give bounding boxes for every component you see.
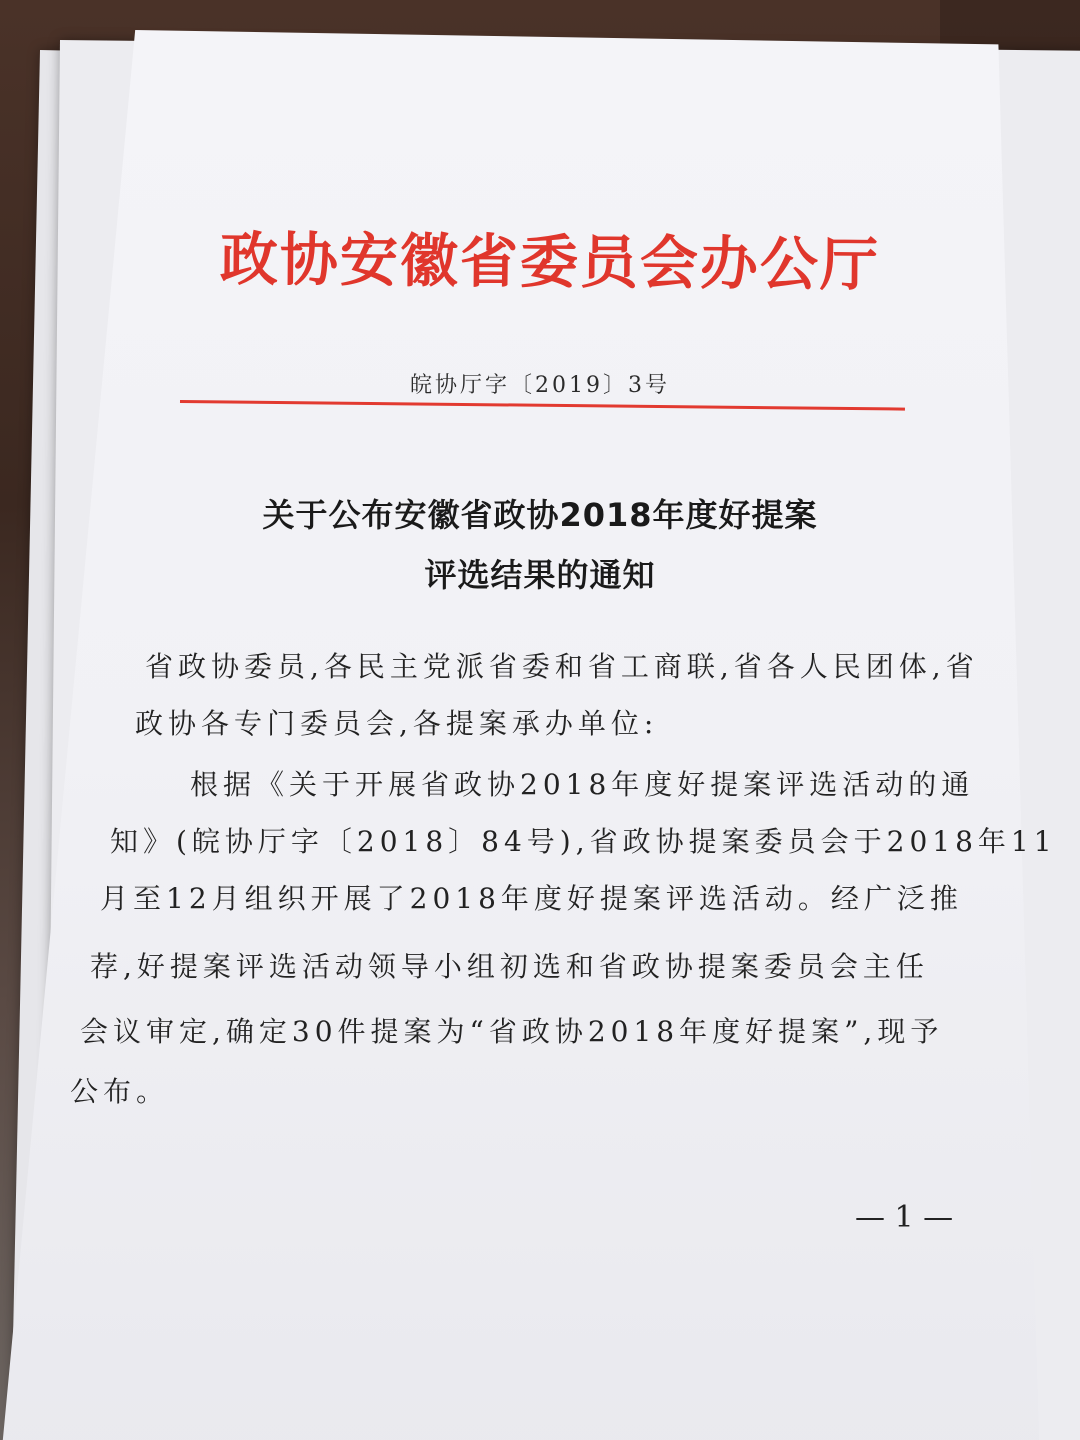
body-line-3: 月至12月组织开展了2018年度好提案评选活动。经广泛推 bbox=[100, 882, 963, 915]
document-header: 政协安徽省委员会办公厅 bbox=[219, 225, 881, 299]
page-number: — 1 — bbox=[855, 1200, 954, 1235]
body-line-6: 公布。 bbox=[70, 1075, 170, 1108]
document-number: 皖协厅字〔2019〕3号 bbox=[410, 373, 670, 398]
addressee-line-1: 省政协委员,各民主党派省委和省工商联,省各人民团体,省 bbox=[145, 650, 979, 683]
document-title-line-2: 评选结果的通知 bbox=[424, 556, 656, 594]
body-line-5: 会议审定,确定30件提案为“省政协2018年度好提案”,现予 bbox=[80, 1015, 944, 1048]
body-line-4: 荐,好提案评选活动领导小组初选和省政协提案委员会主任 bbox=[90, 950, 929, 983]
addressee-line-2: 政协各专门委员会,各提案承办单位: bbox=[135, 707, 659, 740]
body-line-1: 根据《关于开展省政协2018年度好提案评选活动的通 bbox=[190, 768, 975, 801]
body-line-2: 知》(皖协厅字〔2018〕84号),省政协提案委员会于2018年11 bbox=[110, 825, 1057, 858]
document-title-line-1: 关于公布安徽省政协2018年度好提案 bbox=[262, 496, 818, 534]
